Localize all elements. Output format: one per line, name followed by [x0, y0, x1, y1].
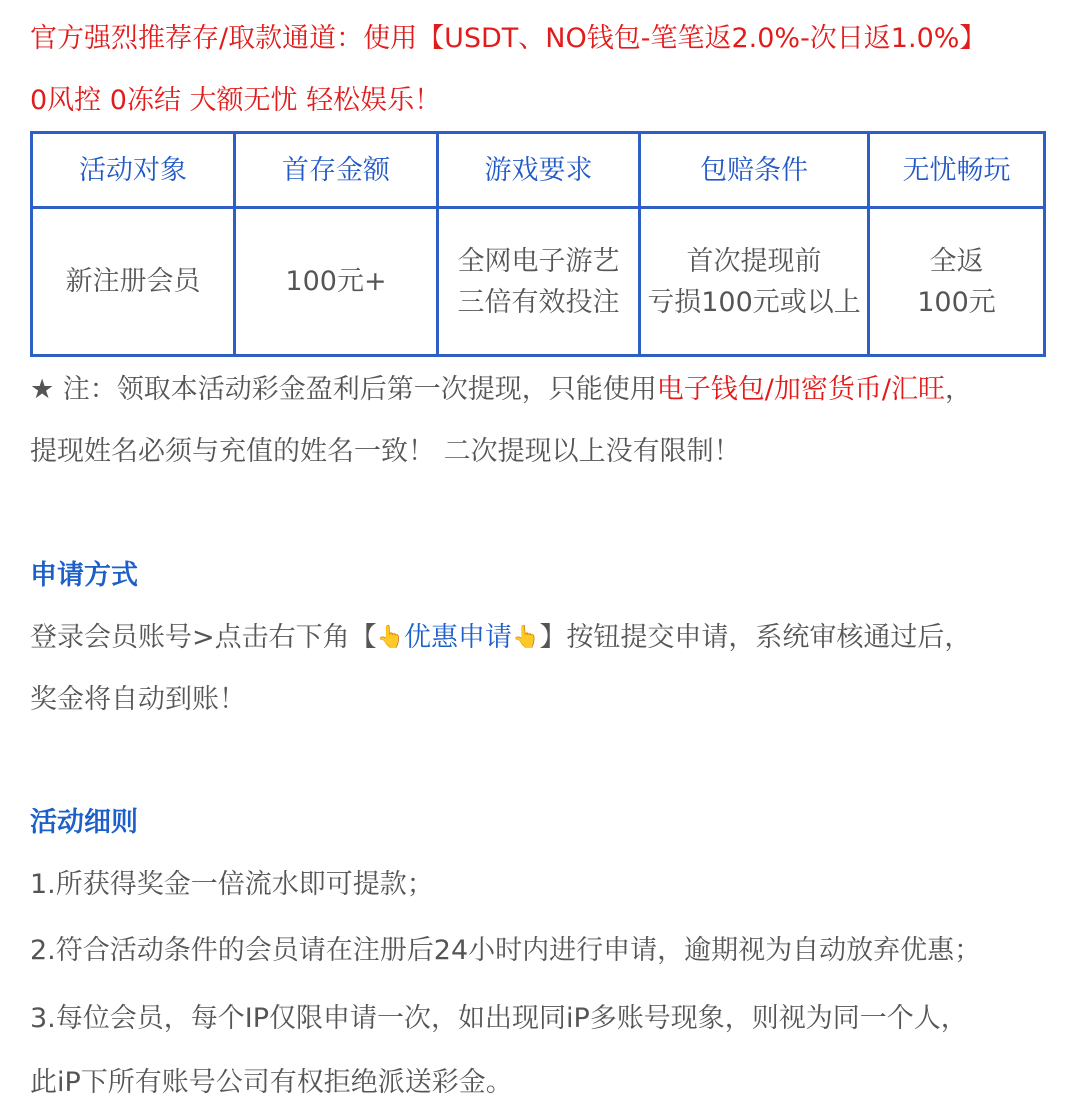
cell-text: 三倍有效投注: [457, 286, 620, 318]
apply-line-1: [30, 621, 971, 655]
apply-heading: 申请方式: [30, 560, 138, 591]
cell-target: [32, 208, 235, 356]
table-row: [32, 208, 1045, 356]
pointing-hand-icon: 👆: [512, 625, 540, 650]
cell-text: 全网电子游艺: [457, 245, 620, 277]
table-header-row: [32, 133, 1045, 208]
rule-item-2: 2.符合活动条件的会员请在注册后24小时内进行申请，逾期视为自动放弃优惠；: [30, 935, 982, 966]
intro-line-1: 官方强烈推荐存/取款通道：使用【USDT、NO钱包-笔笔返2.0%-次日返1.0%】: [30, 23, 987, 54]
rule-item-3: 3.每位会员，每个IP仅限申请一次，如出现同iP多账号现象，则视为同一个人，: [30, 1003, 968, 1034]
rule-item-4: 此iP下所有账号公司有权拒绝派送彩金。: [30, 1067, 513, 1098]
cell-text: 全返: [929, 245, 984, 277]
rule-item-1: 1.所获得奖金一倍流水即可提款；: [30, 869, 434, 900]
apply-prefix: 登录会员账号>点击右下角【: [30, 622, 377, 653]
promo-table: [30, 131, 1046, 357]
note-highlight: 电子钱包/加密货币/汇旺: [656, 374, 945, 405]
apply-suffix: 】按钮提交申请，系统审核通过后，: [539, 622, 972, 653]
cell-requirement: [438, 208, 640, 356]
header-reward: 无忧畅玩: [869, 133, 1045, 208]
apply-line-2: 奖金将自动到账！: [30, 684, 246, 715]
header-requirement: 游戏要求: [438, 133, 640, 208]
cell-text: 新注册会员: [65, 266, 201, 297]
cell-condition: [640, 208, 869, 356]
cell-text: 100元: [917, 286, 996, 318]
apply-link[interactable]: 优惠申请: [404, 622, 513, 653]
pointing-hand-icon: 👆: [376, 625, 405, 650]
header-condition: 包赔条件: [640, 133, 869, 208]
header-deposit: 首存金额: [235, 133, 438, 208]
note-prefix: ★ 注：领取本活动彩金盈利后第一次提现，只能使用: [30, 374, 657, 405]
cell-reward: [869, 208, 1045, 356]
note-suffix: ，: [945, 374, 972, 405]
cell-deposit: [235, 208, 438, 356]
note-line-1: [30, 373, 972, 407]
intro-line-2: 0风控 0冻结 大额无忧 轻松娱乐！: [30, 85, 442, 116]
cell-text: 100元+: [285, 266, 387, 297]
rules-heading: 活动细则: [30, 807, 138, 838]
note-line-2: 提现姓名必须与充值的姓名一致！ 二次提现以上没有限制！: [30, 436, 741, 467]
cell-text: 首次提现前: [686, 245, 822, 277]
cell-text: 亏损100元或以上: [647, 286, 861, 318]
header-target: 活动对象: [32, 133, 235, 208]
